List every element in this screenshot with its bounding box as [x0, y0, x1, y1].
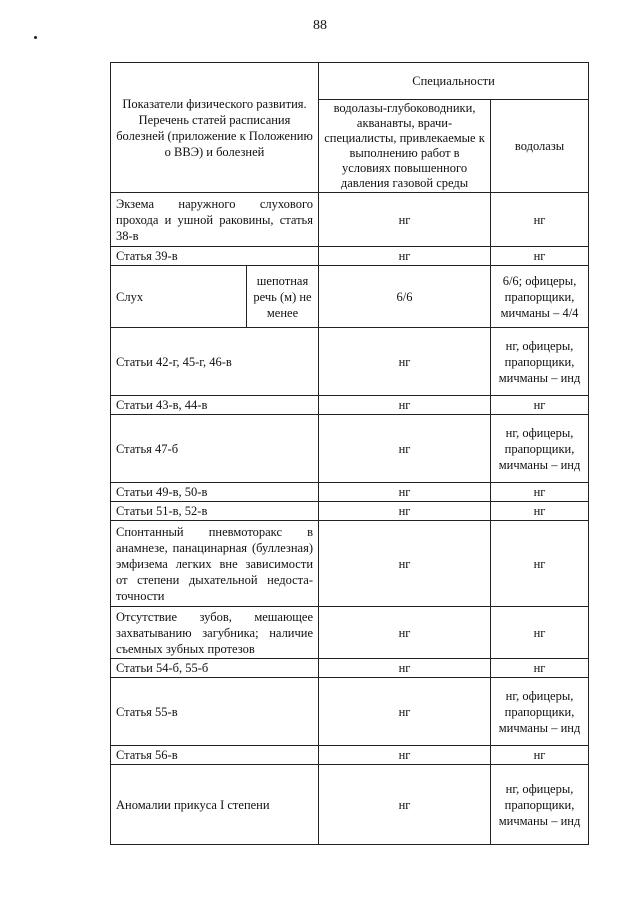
- row-label: Статьи 51-в, 52-в: [111, 502, 319, 521]
- row-col2: нг: [491, 521, 589, 607]
- row-col2: нг: [491, 746, 589, 765]
- row-col2: нг: [491, 396, 589, 415]
- row-label: Экзема наружного слухового прохода и ушной раковины, статья 38-в: [111, 193, 319, 247]
- row-col1: нг: [319, 659, 491, 678]
- row-label: Статья 39-в: [111, 247, 319, 266]
- row-col1: нг: [319, 607, 491, 659]
- page-number: 88: [313, 18, 327, 33]
- row-col1: нг: [319, 247, 491, 266]
- row-label: Слух: [111, 266, 247, 328]
- row-col1: нг: [319, 483, 491, 502]
- row-col1: нг: [319, 502, 491, 521]
- row-label: Статьи 42-г, 45-г, 46-в: [111, 328, 319, 396]
- row-col2: нг: [491, 607, 589, 659]
- row-label: Статьи 54-б, 55-б: [111, 659, 319, 678]
- row-col2: нг, офицеры, прапорщики, мичманы – инд: [491, 415, 589, 483]
- requirements-table: [110, 62, 589, 845]
- row-col2: нг, офицеры, прапорщики, мичманы – инд: [491, 765, 589, 845]
- row-label: Статья 47-б: [111, 415, 319, 483]
- row-col2: нг: [491, 659, 589, 678]
- row-col1: нг: [319, 328, 491, 396]
- row-label: Спонтанный пневмоторакс в анамнезе, панацинарная (буллезная) эмфизема легких вне зависимости от степени дыхательной недоста-точности: [111, 521, 319, 607]
- row-col1: нг: [319, 193, 491, 247]
- header-indicators: Показатели физического развития. Перечень статей расписания болезней (приложение к Положению о ВВЭ) и болезней: [111, 63, 319, 193]
- row-col2: нг: [491, 247, 589, 266]
- row-col2: нг, офицеры, прапорщики, мичманы – инд: [491, 328, 589, 396]
- row-col2: нг: [491, 502, 589, 521]
- row-label: Отсутствие зубов, мешающее захватыванию загубника; наличие съемных зубных протезов: [111, 607, 319, 659]
- row-col1: нг: [319, 521, 491, 607]
- row-col1: нг: [319, 746, 491, 765]
- row-label: Статья 55-в: [111, 678, 319, 746]
- row-col1: нг: [319, 765, 491, 845]
- header-divers-deep: водолазы-глубоководники, акванавты, врачи-специалисты, привлекаемые к выполнению работ в условиях повышенного давления газовой среды: [319, 100, 491, 193]
- row-col1: нг: [319, 396, 491, 415]
- row-label: Статья 56-в: [111, 746, 319, 765]
- header-divers: водолазы: [491, 100, 589, 193]
- row-label: Статьи 49-в, 50-в: [111, 483, 319, 502]
- row-label: Статьи 43-в, 44-в: [111, 396, 319, 415]
- row-col2: нг: [491, 193, 589, 247]
- row-col1: нг: [319, 415, 491, 483]
- scan-dot: [34, 36, 37, 39]
- row-col2: нг: [491, 483, 589, 502]
- row-col1: нг: [319, 678, 491, 746]
- row-col2: нг, офицеры, прапорщики, мичманы – инд: [491, 678, 589, 746]
- row-col1: 6/6: [319, 266, 491, 328]
- row-sublabel: шепотная речь (м) не менее: [247, 266, 319, 328]
- row-label: Аномалии прикуса I степени: [111, 765, 319, 845]
- row-col2: 6/6; офицеры, прапорщики, мичманы – 4/4: [491, 266, 589, 328]
- header-specialties: Специальности: [319, 63, 589, 100]
